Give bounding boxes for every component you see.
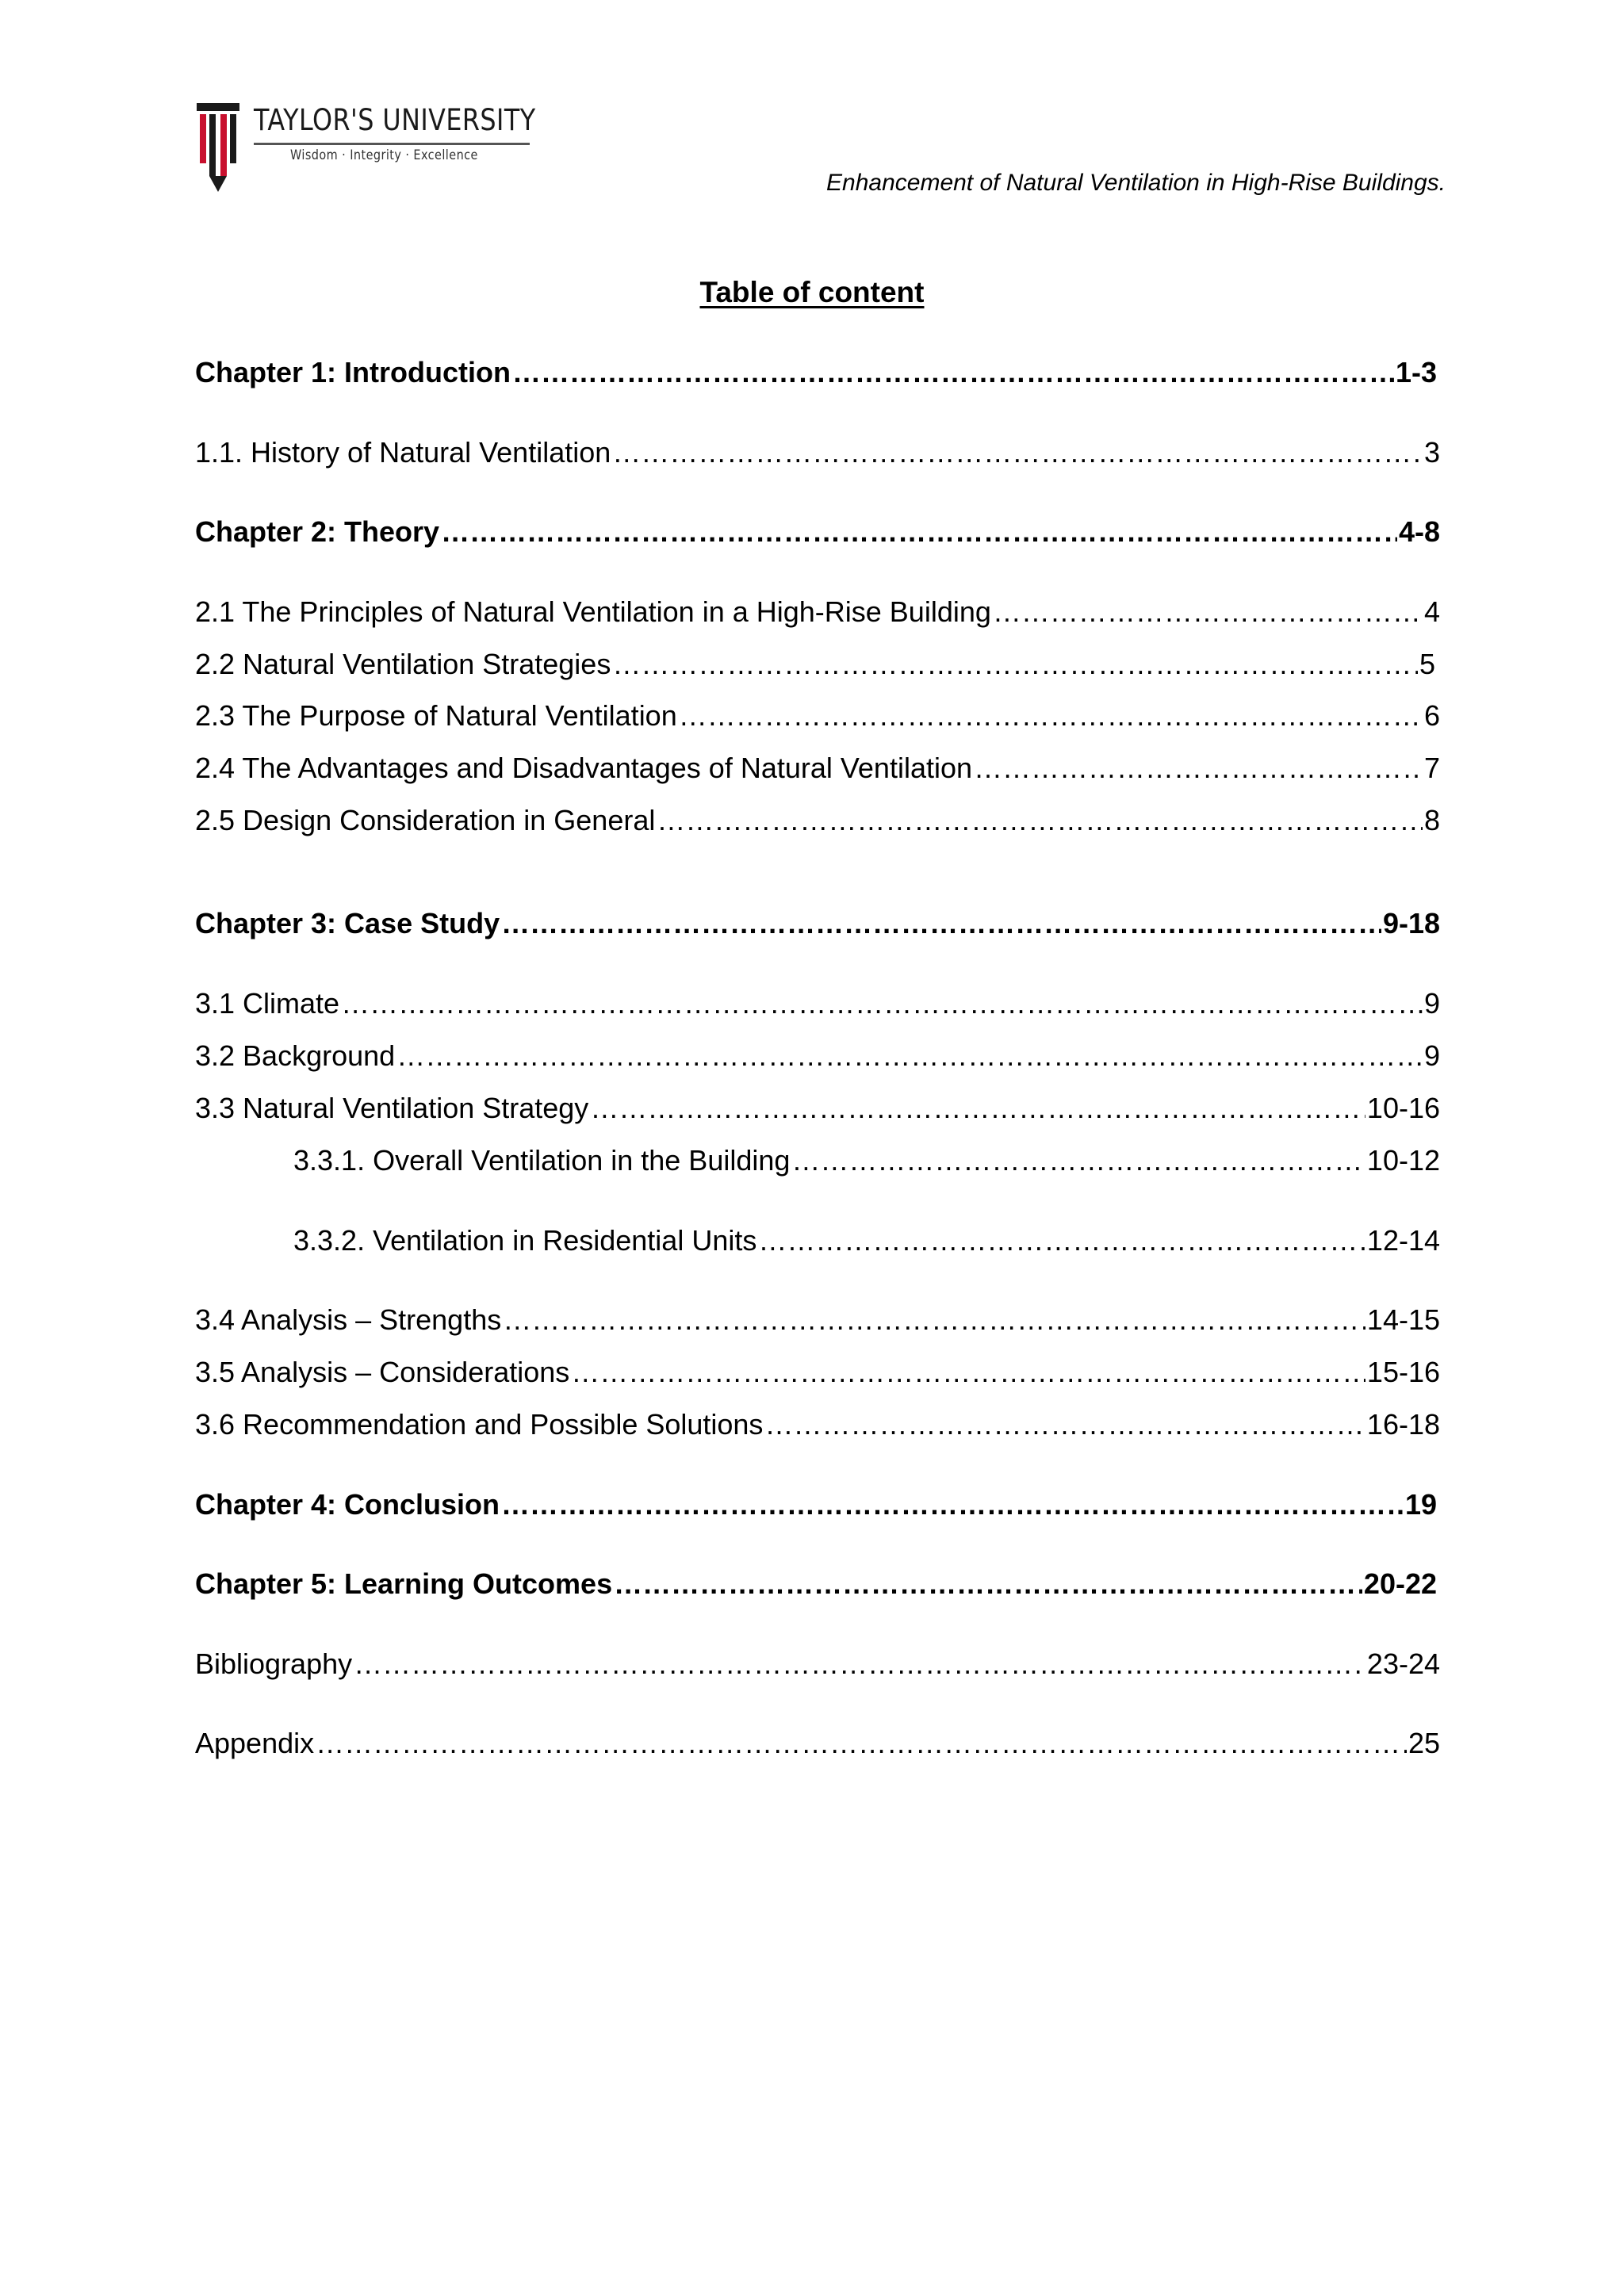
toc-entry-page: 14-15 <box>1366 1303 1440 1336</box>
toc-entry-chapter-1 <box>195 355 1437 390</box>
toc-leader-dots <box>791 1143 1365 1178</box>
toc-entry-page: 9 <box>1423 987 1440 1020</box>
toc-leader-dots <box>501 1487 1404 1522</box>
toc-leader-dots <box>590 1091 1365 1126</box>
toc-entry-page: 12-14 <box>1366 1224 1440 1257</box>
toc-entry-3-3-2 <box>293 1223 1440 1258</box>
toc-leader-dots <box>341 986 1423 1021</box>
toc-entry-label: 3.3.1. Overall Ventilation in the Building <box>293 1144 791 1177</box>
toc-entry-label: Chapter 2: Theory <box>195 515 440 548</box>
logo-name: TAYLOR'S UNIVERSITY <box>254 103 536 137</box>
toc-leader-dots <box>657 803 1423 838</box>
toc-entry-label: 1.1. History of Natural Ventilation <box>195 436 611 469</box>
toc-entry-3-3-1 <box>293 1143 1440 1178</box>
toc-entry-page: 7 <box>1423 752 1440 784</box>
toc-entry-page: 4 <box>1423 595 1440 628</box>
toc-leader-dots <box>679 698 1423 733</box>
toc-entry-label: 3.1 Climate <box>195 987 340 1020</box>
toc-leader-dots <box>612 435 1423 470</box>
toc-leader-dots <box>571 1355 1365 1390</box>
toc-leader-dots <box>612 647 1418 682</box>
toc-entry-page: 5 <box>1419 648 1435 680</box>
toc-entry-label: 3.4 Analysis – Strengths <box>195 1303 502 1336</box>
toc-leader-dots <box>501 906 1381 941</box>
toc-entry-chapter-3 <box>195 906 1440 941</box>
toc-entry-chapter-4 <box>195 1487 1437 1522</box>
toc-entry-page: 20-22 <box>1363 1567 1437 1600</box>
toc-entry-2-2 <box>195 647 1435 682</box>
toc-entry-3-4 <box>195 1303 1440 1337</box>
toc-entry-3-1 <box>195 986 1440 1021</box>
toc-leader-dots <box>764 1407 1365 1442</box>
toc-entry-chapter-2 <box>195 515 1440 549</box>
toc-leader-dots <box>503 1303 1365 1337</box>
toc-leader-dots <box>441 515 1397 549</box>
toc-leader-dots <box>396 1039 1423 1073</box>
toc-entry-label: 2.4 The Advantages and Disadvantages of Natural Ventilation <box>195 752 973 784</box>
toc-leader-dots <box>512 355 1394 390</box>
toc-entry-page: 3 <box>1423 436 1440 469</box>
toc-entry-page: 19 <box>1404 1488 1437 1521</box>
toc-entry-label: 2.3 The Purpose of Natural Ventilation <box>195 699 677 732</box>
toc-entry-label: Appendix <box>195 1727 315 1759</box>
university-logo <box>197 103 538 192</box>
toc-entry-page: 10-16 <box>1366 1092 1440 1124</box>
toc-entry-3-3 <box>195 1091 1440 1126</box>
document-header-title: Enhancement of Natural Ventilation in High-Rise Buildings. <box>826 170 1446 196</box>
toc-leader-dots <box>614 1567 1362 1601</box>
toc-entry-label: 3.6 Recommendation and Possible Solutions <box>195 1408 764 1441</box>
toc-leader-dots <box>354 1647 1365 1682</box>
toc-entry-label: 3.3 Natural Ventilation Strategy <box>195 1092 589 1124</box>
toc-entry-page: 23-24 <box>1366 1647 1440 1680</box>
toc-entry-bibliography <box>195 1647 1440 1682</box>
toc-leader-dots <box>974 751 1423 786</box>
toc-entry-label: Chapter 1: Introduction <box>195 356 511 388</box>
toc-entry-page: 15-16 <box>1366 1356 1440 1388</box>
toc-entry-2-5 <box>195 803 1440 838</box>
university-crest-icon <box>197 103 239 192</box>
toc-entry-page: 6 <box>1423 699 1440 732</box>
toc-entry-label: 2.1 The Principles of Natural Ventilation in a High-Rise Building <box>195 595 991 628</box>
toc-entry-label: 3.2 Background <box>195 1039 396 1072</box>
toc-entry-label: 2.5 Design Consideration in General <box>195 804 656 836</box>
toc-entry-label: Chapter 3: Case Study <box>195 907 500 939</box>
toc-entry-page: 10-12 <box>1366 1144 1440 1177</box>
toc-entry-2-1 <box>195 595 1440 629</box>
toc-entry-3-2 <box>195 1039 1440 1073</box>
toc-entry-page: 4-8 <box>1398 515 1440 548</box>
toc-entry-2-3 <box>195 698 1440 733</box>
logo-divider <box>254 143 530 145</box>
toc-entry-2-4 <box>195 751 1440 786</box>
toc-entry-page: 9-18 <box>1382 907 1440 939</box>
toc-leader-dots <box>316 1726 1407 1761</box>
toc-entry-label: 3.3.2. Ventilation in Residential Units <box>293 1224 757 1257</box>
toc-entry-3-5 <box>195 1355 1440 1390</box>
toc-entry-page: 16-18 <box>1366 1408 1440 1441</box>
toc-entry-label: Bibliography <box>195 1647 353 1680</box>
toc-leader-dots <box>758 1223 1365 1258</box>
toc-entry-chapter-5 <box>195 1567 1437 1601</box>
toc-leader-dots <box>993 595 1423 629</box>
toc-entry-appendix <box>195 1726 1440 1761</box>
toc-entry-label: 2.2 Natural Ventilation Strategies <box>195 648 611 680</box>
toc-entry-page: 25 <box>1408 1727 1440 1759</box>
toc-entry-1-1 <box>195 435 1440 470</box>
toc-entry-page: 9 <box>1423 1039 1440 1072</box>
toc-entry-page: 1-3 <box>1395 356 1437 388</box>
toc-entry-3-6 <box>195 1407 1440 1442</box>
logo-tagline: Wisdom · Integrity · Excellence <box>290 147 478 163</box>
toc-entry-label: Chapter 5: Learning Outcomes <box>195 1567 613 1600</box>
toc-entry-label: 3.5 Analysis – Considerations <box>195 1356 570 1388</box>
toc-title: Table of content <box>699 276 925 308</box>
toc-entry-page: 8 <box>1423 804 1440 836</box>
toc-entry-label: Chapter 4: Conclusion <box>195 1488 500 1521</box>
